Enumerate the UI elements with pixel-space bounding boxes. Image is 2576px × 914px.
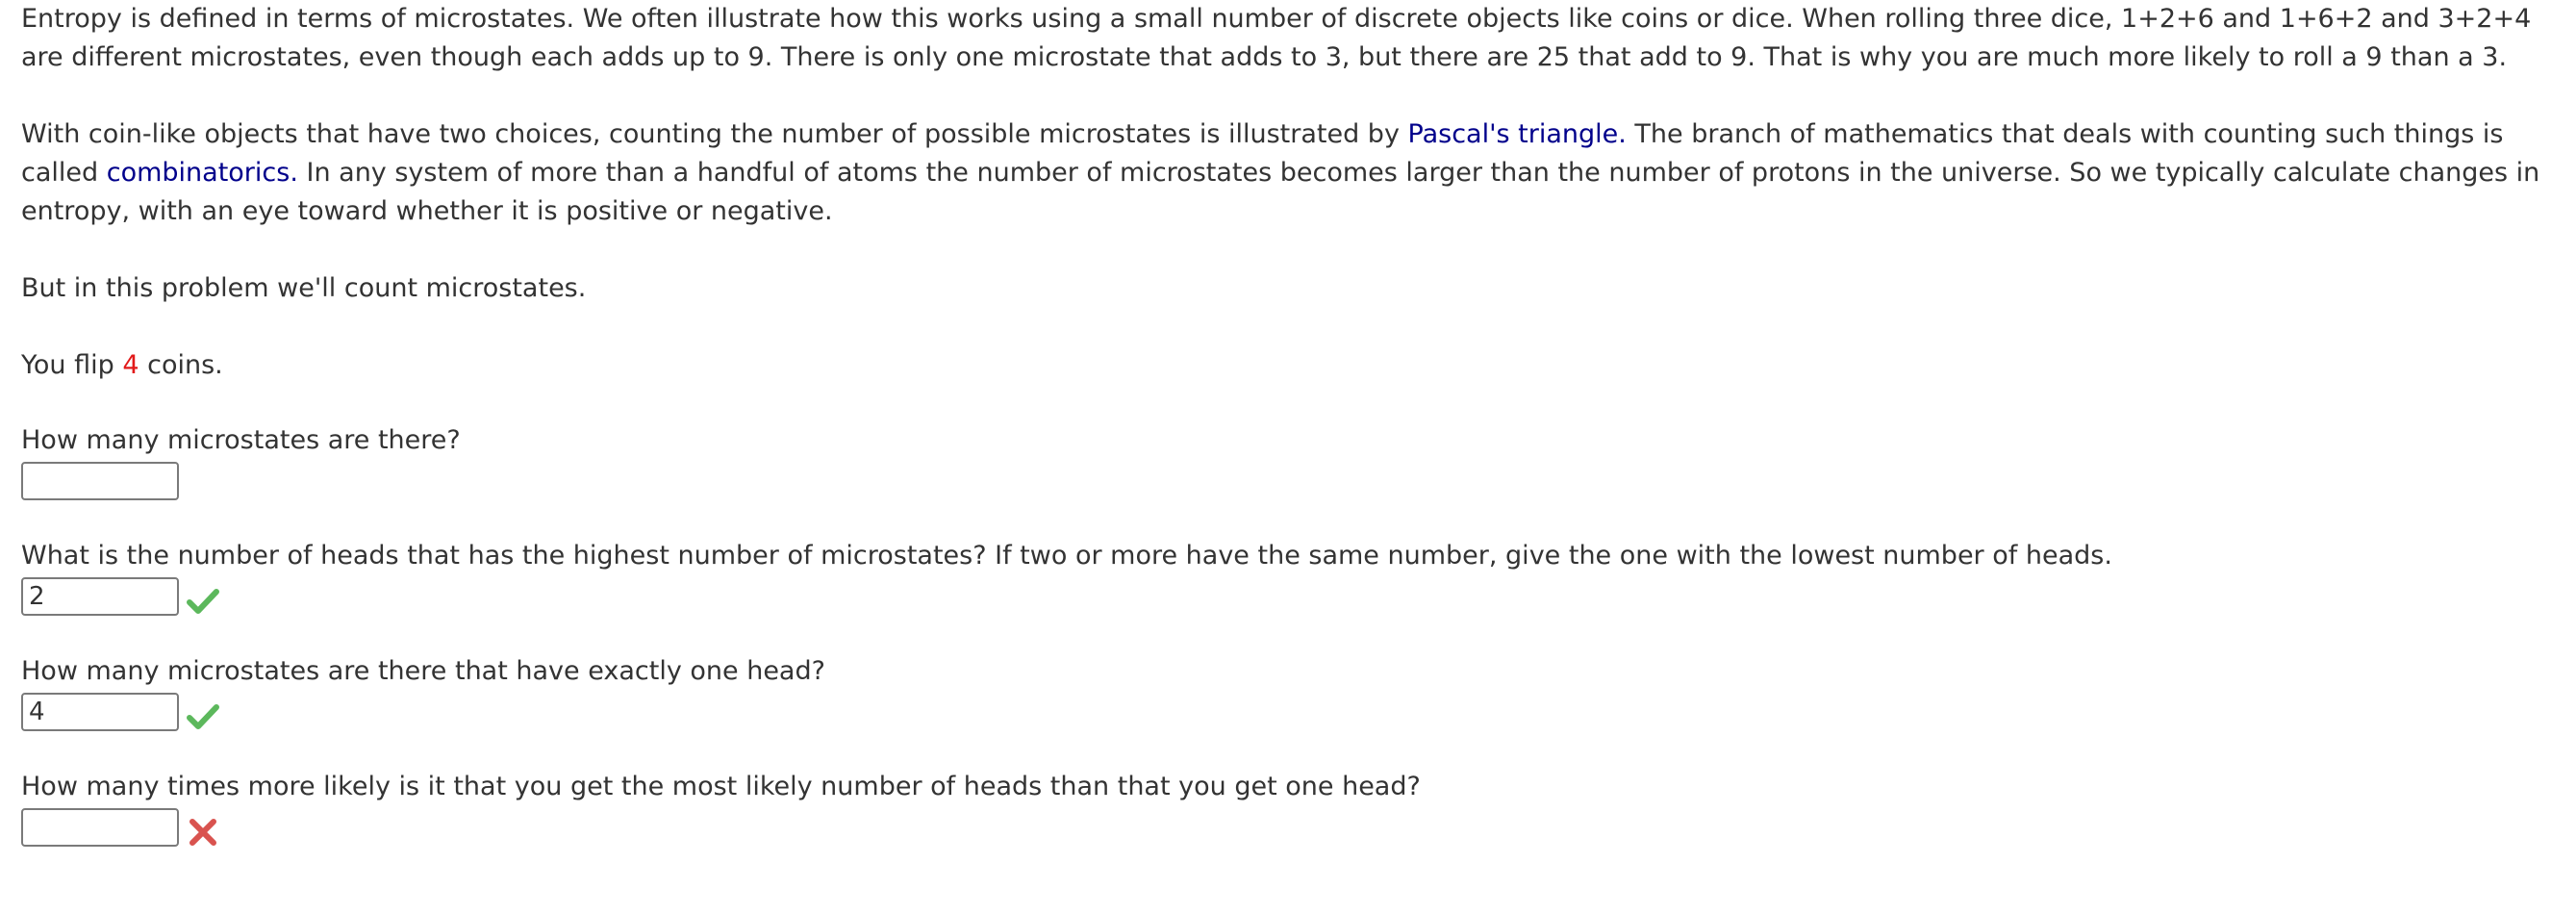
question-1-text: How many microstates are there? (21, 425, 461, 455)
question-2 (21, 537, 2563, 618)
question-3-answer-row (21, 691, 2563, 733)
intro-paragraph-2 (21, 115, 2563, 231)
coin-count-text-b: coins. (139, 350, 223, 380)
question-2-answer-input[interactable] (21, 577, 179, 616)
intro-paragraph-2-text-c: In any system of more than a handful of atoms the number of microstates becomes larger than the number of protons in the universe. So we typically calculate changes in entropy, with an eye toward whether it is positive or negative. (21, 158, 2540, 226)
cross-icon (187, 818, 219, 847)
question-3-answer-input[interactable] (21, 693, 179, 731)
question-2-answer-row (21, 575, 2563, 618)
pascals-triangle-link[interactable]: Pascal's triangle. (1407, 119, 1627, 149)
question-4-answer-row (21, 806, 2563, 849)
intro-paragraph-2-text-a: With coin-like objects that have two choices, counting the number of possible microstates is illustrated by (21, 119, 1408, 149)
question-3-text: How many microstates are there that have exactly one head? (21, 656, 825, 686)
coin-count-number: 4 (122, 350, 139, 380)
checkmark-icon (187, 587, 219, 616)
question-1 (21, 421, 2563, 502)
coin-count-text-a: You flip (21, 350, 123, 380)
coin-count-statement (21, 346, 2563, 385)
checkmark-icon (187, 702, 219, 731)
question-4-text: How many times more likely is it that you get the most likely number of heads than that you get one head? (21, 772, 1421, 801)
intro-paragraph-3: But in this problem we'll count microstates. (21, 273, 587, 303)
combinatorics-link[interactable]: combinatorics. (106, 158, 298, 188)
intro-paragraph-1: Entropy is defined in terms of microstates. We often illustrate how this works using a small number of discrete objects like coins or dice. When rolling three dice, 1+2+6 and 1+6+2 and 3+2+4 are different microstates, even though each adds up to 9. There is only one microstate that adds to 3, but there are 25 that add to 9. That is why you are much more likely to roll a 9 than a 3. (21, 4, 2532, 72)
intro-paragraph-2-text-b: The branch of mathematics that deals with counting such things is called (21, 119, 2504, 188)
question-4-answer-input[interactable] (21, 808, 179, 847)
question-3 (21, 652, 2563, 733)
question-1-answer-input[interactable] (21, 462, 179, 500)
question-1-answer-row (21, 460, 2563, 502)
question-2-text: What is the number of heads that has the highest number of microstates? If two or more have the same number, give the one with the lowest number of heads. (21, 541, 2112, 571)
question-4 (21, 768, 2563, 849)
